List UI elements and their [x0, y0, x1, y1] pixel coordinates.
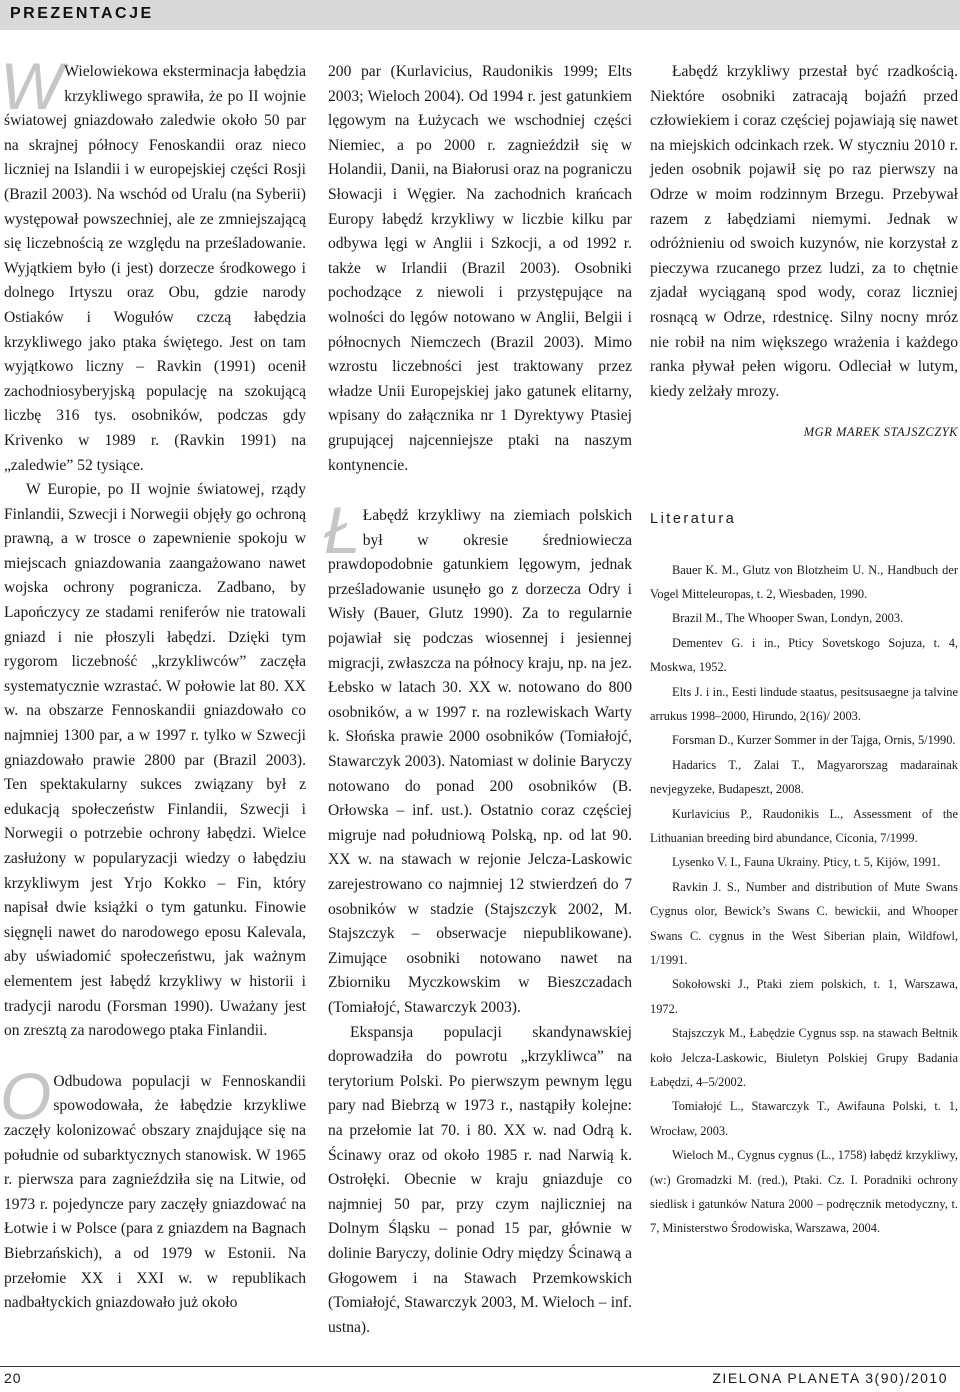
- reference-item: Ravkin J. S., Number and distribution of Mute Swans Cygnus olor, Bewick’s Swans C. bewickii, and Whooper Swans C. cygnus in the West Siberian plain, Wildfowl, 1/1991.: [650, 879, 958, 967]
- reference-item: Lysenko V. I., Fauna Ukrainy. Pticy, t. 5, Kijów, 1991.: [672, 855, 941, 870]
- reference-item: Sokołowski J., Ptaki ziem polskich, t. 1, Warszawa, 1972.: [650, 977, 958, 1016]
- paragraph: O Odbudowa populacji w Fennoskandii spowodowała, że łabędzie krzykliwe zaczęły kolonizować obszary znajdujące się na południe od subarktycznych stanowisk. W 1965 r. pierwsza para zagnieździła się na Litwie, od 1973 r. pojedyncze pary zaczęły gniazdować na Łotwie i w Polsce (para z gniazdem na Bagnach Biebrzańskich), a od 1979 w Estonii. Na przełomie XX i XXI w. w republikach nadbałtyckich gniazdowało już około: [0, 1058, 306, 1312]
- footer-rule: [0, 1366, 960, 1367]
- reference-item: Forsman D., Kurzer Sommer in der Tajga, Ornis, 5/1990.: [672, 733, 956, 748]
- reference-item: Brazil M., The Whooper Swan, Londyn, 2003.: [672, 611, 904, 626]
- magazine-issue: ZIELONA PLANETA 3(90)/2010: [712, 1370, 948, 1386]
- paragraph: W Wielowiekowa eksterminacja łabędzia krzykliwego sprawiła, że po II wojnie światowej gniazdowało zaledwie około 50 par na skrajnej północy Fenoskandii oraz nieco liczniej na Islandii i w europejskiej części Rosji (Brazil 2003). Na wschód od Uralu (na Syberii) występował powszechniej, ale ze zmniejszającą się liczebnością ze względu na prześladowanie. Wyjątkiem było (i jest) dorzecze środkowego i dolnego Irtyszu oraz Obu, gdzie narody Ostiaków i Wogułów czczą łabędzia krzykliwego jako ptaka świętego. Jest on tam wyjątkowo liczny – Ravkin (1991) ocenił zachodniosyberyjską populację na szokującą liczbę 316 tys. osobników, podczas gdy Krivenko w 1989 r. (Ravkin 1991) na „zaledwie” 52 tysiące.: [0, 49, 306, 474]
- reference-item: Kurlavicius P., Raudonikis L., Assessment of the Lithuanian breeding bird abundance, Ciconia, 7/1999.: [650, 806, 958, 845]
- reference-item: Dementev G. i in., Pticy Sovetskogo Sojuza, t. 4, Moskwa, 1952.: [650, 635, 958, 675]
- paragraph: W Europie, po II wojnie światowej, rządy Finlandii, Szwecji i Norwegii objęły go ochroną prawną, a w trosce o zapewnienie spokoju w miejscach gniazdowania zaangażowano nawet wojska ochrony pogranicza. Zadbano, by Lapończycy ze stadami reniferów nie tratowali gniazd i nie płoszyli łabędzi. Dzięki tym rygorom liczebność „krzykliwców” zaczęła systematycznie wzrastać. W połowie lat 80. XX w. na obszarze Fennoskandii gniazdowało co najmniej 1300 par, a w 1997 r. tylko w Szwecji gniazdowało prawie 2800 par (Brazil 2003). Ten spektakularny sukces związany był z edukacją społeczeństw Finlandii, Szwecji i Norwegii o potrzebie ochrony łabędzi. Wielce zasłużony w popularyzacji wiedzy o łabędziu krzykliwym jest Yrjo Kokko – Fin, który napisał dwie książki o tym gatunku. Finowie sięgnęli nawet do narodowego eposu Kalevala, aby uświadomić społeczeństwu, jak ważnym elementem jest łabędź krzykliwy w historii i tradycji narodu (Forsman 1990). Uważany jest on zresztą za narodowego ptaka Finlandii.: [4, 481, 306, 1040]
- article-column-1: [0, 49, 306, 1316]
- article-column-2: [324, 60, 632, 1340]
- page-number: 20: [4, 1370, 22, 1386]
- literature-heading: Literatura: [650, 510, 737, 527]
- drop-cap: Ł: [324, 493, 361, 568]
- section-label: PREZENTACJE: [10, 5, 154, 22]
- reference-item: Hadarics T., Zalai T., Magyarorszag madarainak nevjegyzeke, Budapeszt, 2008.: [650, 757, 958, 797]
- reference-list: [650, 558, 958, 1241]
- section-header-bar: [0, 0, 960, 30]
- reference-item: Stajszczyk M., Łabędzie Cygnus ssp. na stawach Bełtnik koło Jelcza-Laskowic, Biuletyn Polskiej Grupy Badania Łabędzi, 4–5/2002.: [650, 1026, 958, 1090]
- paragraph: 200 par (Kurlavicius, Raudonikis 1999; Elts 2003; Wieloch 2004). Od 1994 r. jest gatunkiem lęgowym na Łużycach we wschodniej części Niemiec, a po 2000 r. zagnieździł się w Holandii, Danii, na Białorusi oraz na pograniczu Słowacji i Węgier. Na zachodnich krańcach Europy łabędź krzykliwy w liczbie kilku par odbywa lęgi w Anglii i Szkocji, a od 1992 r. także w Irlandii (Brazil 2003). Osobniki pochodzące z niewoli i przystępujące na wolności do lęgów notowano w Anglii, Belgii i północnych Niemczech (Brazil 2003). Mimo wzrostu liczebności jest traktowany przez władze Unii Europejskiej jako gatunek elitarny, wpisany do załącznika nr 1 Dyrektywy Ptasiej grupującej najcenniejsze ptaki na naszym kontynencie.: [328, 63, 632, 474]
- paragraph: Łabędź krzykliwy przestał być rzadkością. Niektóre osobniki zatracają bojaźń przed człowiekiem i coraz częściej pojawiają się nawet na miejskich odcinkach rzek. W styczniu 2010 r. jeden osobnik pojawił się po raz pierwszy na Odrze w moim rodzinnym Brzegu. Przebywał razem z łabędziami niemymi. Jednak w odróżnieniu od swoich kuzynów, nie korzystał z pieczywa rzucanego przez ludzi, za to chętnie zjadał wyciąganą spod wody, coraz liczniej rosnącą w Odrze, rdestnicę. Silny nocny mróz nie robił na nim większego wrażenia i każdego ranka pływał pełen wigoru. Odleciał w lutym, kiedy zelżały mrozy.: [650, 63, 958, 400]
- drop-cap: W: [0, 49, 63, 123]
- reference-item: Wieloch M., Cygnus cygnus (L., 1758) łabędź krzykliwy, (w:) Gromadzki M. (red.), Ptaki. Cz. I. Poradniki ochrony siedlisk i gatunków Natura 2000 – podręcznik metodyczny, t. 7, Ministerstwo Środowiska, Warszawa, 2004.: [650, 1148, 958, 1236]
- article-column-3: [650, 60, 958, 1241]
- paragraph: Ł Łabędź krzykliwy na ziemiach polskich był w okresie średniowiecza prawdopodobnie gatunkiem lęgowym, jednak prześladowanie usunęło go z dorzecza Odry i Wisły (Bauer, Glutz 1990). Za to regularnie pojawiał się podczas wiosennej i jesiennej migracji, zwłaszcza na północy kraju, np. na jez. Łebsko w latach 30. XX w. notowano do 800 osobników, a w 1997 r. na rozlewiskach Warty k. Słońska prawie 2000 osobników (Tomiałojć, Stawarczyk 2003). Natomiast w dolinie Baryczy notowano do ponad 200 osobników (B. Orłowska – inf. ust.). Ostatnio coraz częściej migruje nad południową Polską, np. od lat 90. XX w. na stawach w rejonie Jelcza-Laskowic zarejestrowano co najmniej 12 stwierdzeń do 7 osobników w stadzie (Stajszczyk 2002, M. Stajszczyk – obserwacje niepublikowane). Zimujące osobniki notowano nawet na Zbiorniku Myczkowskim w Bieszczadach (Tomiałojć, Stawarczyk 2003).: [324, 493, 632, 1016]
- reference-item: Bauer K. M., Glutz von Blotzheim U. N., Handbuch der Vogel Mitteleuropas, t. 2, Wiesbaden, 1990.: [650, 562, 958, 601]
- drop-cap: O: [0, 1058, 52, 1133]
- reference-item: Elts J. i in., Eesti lindude staatus, pesitsusaegne ja talvine arrukus 1998–2000, Hirundo, 2(16)/ 2003.: [650, 684, 958, 723]
- reference-item: Tomiałojć L., Stawarczyk T., Awifauna Polski, t. 1, Wrocław, 2003.: [650, 1099, 958, 1138]
- author-signature: MGR MAREK STAJSZCZYK: [803, 425, 958, 440]
- paragraph: Ekspansja populacji skandynawskiej doprowadziła do powrotu „krzykliwca” na terytorium Polski. Po pierwszym pewnym lęgu pary nad Biebrzą w 1973 r., nastąpiły kolejne: na przełomie lat 70. i 80. XX w. nad Odrą k. Ścinawy oraz od około 1985 r. nad Narwią k. Ostrołęki. Obecnie w kraju gniazduje co najmniej 50 par, przy czym najliczniej na Dolnym Śląsku – ponad 15 par, głównie w dolinie Baryczy, dolinie Odry między Ścinawą a Głogowem i na Stawach Przemkowskich (Tomiałojć, Stawarczyk 2003, M. Wieloch – inf. ustna).: [328, 1023, 632, 1336]
